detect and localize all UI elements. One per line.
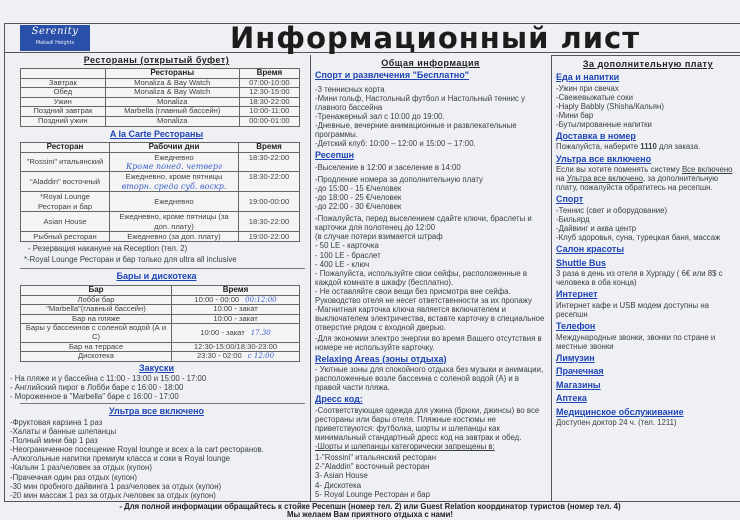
table-row xyxy=(21,79,299,88)
header-cell: Рабочии дни xyxy=(110,143,238,152)
table-row xyxy=(21,305,299,314)
footer-wish: Мы желаем Вам приятного отдыха с нами! xyxy=(286,510,454,519)
footer-contact: - Для полной информации обращайтесь к стойке Ресепшн (номер тел. 2) или Guest Relation координатор туристов (номер тел. 4) xyxy=(119,502,621,511)
reception-text: - Пожалуйста, используйте свои сейфы, расположенные в каждой комнате в шкафу (бесплатно). xyxy=(315,268,528,287)
ultra-title: Ультра все включено xyxy=(108,406,205,417)
cell: Бар на пляже xyxy=(21,315,171,324)
reception-text: -Магнитная карточка ключа является включателем и выключателем электричества, вставте карточку в специальное отверстие рядом с входной дверью. xyxy=(315,305,545,333)
cell: *Royal Lounge Ресторан и бар xyxy=(21,192,109,211)
handwritten-note: Кроме понед. четверг xyxy=(125,161,223,171)
royal-lounge-note: *-Royal Lounge Ресторан и бар только для ultra all inclusive xyxy=(24,255,237,265)
cell-text: 23:30 - 02:00 xyxy=(196,351,242,361)
reception-text: - 50 LE - карточка xyxy=(315,241,379,251)
ultra-item: -Полный мини бар 1 раз xyxy=(10,436,98,446)
table-row xyxy=(21,212,299,231)
food-item: -Свежевыжатые соки xyxy=(556,92,633,102)
reservation-note: - Резервация накануне на Reception (тел. 2) xyxy=(28,244,188,254)
cell: 18:30-22:00 xyxy=(239,153,299,172)
table-row xyxy=(21,324,299,341)
phone-text: Международные звонки, звонки по стране и местные звонки xyxy=(556,332,716,351)
ultra-item: -Халаты и банные шлепанцы xyxy=(10,427,117,437)
section-divider xyxy=(20,403,305,404)
pharmacy-title: Аптека xyxy=(556,393,587,404)
cell: Бары у бассеинов с соленой водой (А и С) xyxy=(21,324,171,341)
ultra-upgrade-text xyxy=(556,165,740,192)
cell-text: 10:00 - закат xyxy=(200,327,245,337)
paid-sport-item: -Дайвинг и аква центр xyxy=(556,224,637,234)
sport-item: -Тренажерный зал с 10:00 до 19:00. xyxy=(315,111,445,121)
cell: "Rossini" итальянский xyxy=(21,153,109,172)
alacarte-table xyxy=(20,142,300,242)
cell: Поздний завтрак xyxy=(21,107,105,116)
bars-title: Бары и дискотека xyxy=(116,271,197,282)
right-column xyxy=(551,55,740,502)
snacks-title: Закуски xyxy=(139,362,174,373)
beauty-salon-title: Салон красоты xyxy=(556,244,625,255)
text: , за дополнительную плату, пожалуйста обратитесь на ресепшн. xyxy=(556,174,719,193)
cell: Monaliza & Bay Watch xyxy=(106,88,239,97)
internet-title: Интернет xyxy=(556,289,598,300)
ultra-item: -Алкогольные напитки премиум класса и соки в Royal lounge xyxy=(10,454,230,464)
left-column xyxy=(8,55,305,500)
food-item: -Бутылированные напитки xyxy=(556,119,652,129)
text: Если вы хотите поменять систему xyxy=(556,165,682,175)
cell: Рыбный ресторан xyxy=(21,232,109,241)
cell xyxy=(172,324,299,341)
ultra-item: -Неограниченное посещение Royal lounge и всех a la cart ресторанов. xyxy=(10,445,264,455)
handwritten-note: 17.30 xyxy=(250,328,271,337)
cell: Monaliza & Bay Watch xyxy=(106,79,239,88)
table-row xyxy=(21,98,299,107)
header-cell: Время xyxy=(239,143,299,152)
buffet-table xyxy=(20,68,300,127)
reception-text: -до 15:00 - 15 €/человек xyxy=(315,183,402,193)
ultra-item: -Прачечная один раз отдых (купон) xyxy=(10,472,137,482)
paid-sport-item: -Бильярд xyxy=(556,214,590,224)
food-item: -Ужин при свечах xyxy=(556,83,619,93)
ultra-item: -30 мин пробного дайвинга 1 раз/человек за отдых (купон) xyxy=(10,481,222,491)
relax-title: Relaxing Areas (зоны отдыха) xyxy=(315,353,447,364)
room-service-number: 1110 xyxy=(640,142,657,152)
table-row xyxy=(21,192,299,211)
cell: 12:30-15:00 xyxy=(240,88,299,97)
banned-item: 1-"Rossini" итальянский ресторан xyxy=(315,453,437,463)
general-info-title: Общая информация xyxy=(381,58,480,68)
reception-text: (в случае потери взимается штраф xyxy=(315,232,443,242)
reception-text: - Не оставляйте свои вещи без присмотра вне сейфа. Руководство отеля не несет ответственности за их пропажу xyxy=(315,286,532,305)
cell-text: 10:00 - 00:00 xyxy=(194,294,240,304)
reception-text: -Для экономии электро энергии во время Вашего отсутствия в номере не используйте карточку. xyxy=(315,334,542,353)
bars-table xyxy=(20,285,300,362)
ultra-upgrade-title: Ультра все включено xyxy=(556,153,652,164)
cell: Monaliza xyxy=(106,98,239,107)
section-divider xyxy=(20,268,305,269)
reception-text: -до 22:00 - 30 €/человек xyxy=(315,202,402,212)
cell: Обед xyxy=(21,88,105,97)
text: на xyxy=(556,174,567,184)
logo-name: Serenity xyxy=(31,26,79,37)
paid-sport-title: Спорт xyxy=(556,194,584,205)
table-row xyxy=(21,88,299,97)
cell: 10:00-11:00 xyxy=(240,107,299,116)
sport-item: -Дневные, вечерние анимационные и развлекательные программы. xyxy=(315,120,517,139)
reception-text: -до 18:00 - 25 €/человек xyxy=(315,192,402,202)
cell: 10:00 - закат xyxy=(172,315,299,324)
table-row xyxy=(21,343,299,352)
food-item: -Мини бар xyxy=(556,110,594,120)
cell: 18:30-22:00 xyxy=(239,172,299,191)
paid-sport-item: -Теннис (свет и оборудование) xyxy=(556,205,668,215)
cell: 18:30-22:00 xyxy=(239,212,299,231)
laundry-title: Прачечная xyxy=(556,366,604,377)
snack-item: - Мороженное в "Marbella" баре с 16:00 - 17:00 xyxy=(10,392,179,402)
table-row xyxy=(21,232,299,241)
cell: "Aladdin" восточный xyxy=(21,172,109,191)
shuttle-title: Shuttle Bus xyxy=(556,257,607,268)
banned-item: 5- Royal Lounge Ресторан и бар xyxy=(315,489,430,499)
cell: 10:00 - закат xyxy=(172,305,299,314)
reception-text: - 100 LE - браслет xyxy=(315,250,381,260)
cell: Ужин xyxy=(21,98,105,107)
reception-text: - 400 LE - ключ xyxy=(315,259,370,269)
reception-text: -Пожалуйста, перед выселением сдайте ключи, браслеты и карточки для полотенец до 12:00 xyxy=(315,214,532,233)
buffet-title: Рестораны (открытый буфет) xyxy=(83,55,230,65)
text: Все включено xyxy=(681,165,733,175)
header-cell: Ресторан xyxy=(21,143,109,152)
paid-services-title: За дополнительную плату xyxy=(582,59,714,69)
reception-text: -Выселение в 12:00 и заселение в 14:00 xyxy=(315,162,461,172)
middle-column xyxy=(310,55,546,502)
ultra-item: -Фруктовая карзина 1 раз xyxy=(10,417,103,427)
header-cell: Время xyxy=(172,286,299,295)
cell: Ежедневно, кроме пятницы (за доп. плату) xyxy=(110,212,238,231)
sport-title: Спорт и развлечения "Бесплатно" xyxy=(315,70,469,80)
cell: "Marbella"(главный бассейн) xyxy=(21,305,171,314)
logo-subtitle: Makadi Heights xyxy=(35,40,75,46)
room-delivery-text xyxy=(556,142,740,151)
cell xyxy=(172,352,299,361)
header-cell: Бар xyxy=(21,286,171,295)
snack-item: - На пляже и у бассейна с 11:00 - 13:00 и 15:00 - 17:00 xyxy=(10,374,207,384)
table-row xyxy=(21,172,299,191)
table-row xyxy=(21,153,299,172)
cell: Лобби бар xyxy=(21,296,171,305)
cell-text: Ежедневно, кроме пятницы xyxy=(125,172,223,182)
room-delivery-title: Доставка в номер xyxy=(556,130,636,141)
cell xyxy=(172,296,299,305)
text: Ультра все включено xyxy=(566,174,644,184)
table-row xyxy=(21,315,299,324)
text: Пожалуйста, наберите xyxy=(556,142,641,152)
reception-title: Ресепшн xyxy=(315,150,355,161)
header-cell: Рестораны xyxy=(106,69,239,78)
cell: 18:30-22:00 xyxy=(240,98,299,107)
phone-title: Телефон xyxy=(556,321,596,332)
handwritten-note: 00:12:00 xyxy=(245,295,277,304)
relax-text: - Уютные зоны для спокойного отдыха без музыки и анимации, расположенные возле бассеина с соленой водой (А) и в правой части пляжа. xyxy=(315,365,544,393)
handwritten-note: с 12:00 xyxy=(247,352,275,361)
cell: Поздний ужин xyxy=(21,117,105,126)
page-title: Информационный лист xyxy=(230,21,641,55)
internet-text: Интернет кафе и USB модем доступны на ресепшн xyxy=(556,300,709,319)
cell: Завтрак xyxy=(21,79,105,88)
hotel-logo xyxy=(20,25,90,51)
cell: 19:00-22:00 xyxy=(239,232,299,241)
banned-item: 2-"Aladdin" восточный ресторан xyxy=(315,462,430,472)
medical-text: Доступен доктор 24 ч. (тел. 1211) xyxy=(556,418,677,428)
ultra-item: -Кальян 1 раз/человек за отдых (купон) xyxy=(10,463,152,473)
cell: Monaliza xyxy=(106,117,239,126)
food-title: Еда и напитки xyxy=(556,72,620,82)
table-row xyxy=(21,117,299,126)
cell xyxy=(110,153,238,172)
header-cell: Время xyxy=(240,69,299,78)
cell xyxy=(110,172,238,191)
cell: 19:00-00:00 xyxy=(239,192,299,211)
table-row xyxy=(21,296,299,305)
dress-code-text: -Соответствующая одежда для ужина (брюки, джинсы) во все рестораны или бары отеля. Пляжные костюмы не приветствуются: футболка, шорты и шлепанцы как минимальный стандартный дресс код на завтрак и обед. xyxy=(315,405,540,443)
cell: Asian House xyxy=(21,212,109,231)
cell: Дискотека xyxy=(21,352,171,361)
cell-text: Ежедневно xyxy=(154,152,194,162)
table-row xyxy=(21,107,299,116)
cell: Бар на террасе xyxy=(21,343,171,352)
banned-item: 4- Дискотека xyxy=(315,480,362,490)
ultra-item: -20 мин массаж 1 раз за отдых /человек за отдых (купон) xyxy=(10,490,216,500)
cell: 07:00-10:00 xyxy=(240,79,299,88)
paid-sport-item: -Клуб здоровья, суна, турецкая баня, массаж xyxy=(556,233,721,243)
cell: 00:00-01:00 xyxy=(240,117,299,126)
dress-code-banned: -Шорты и шлепанцы категорически запрещены в: xyxy=(315,442,495,452)
shuttle-text: 3 раза в день из отеля в Хургаду ( 6€ или 8$ с человека в оба конца) xyxy=(556,269,723,288)
medical-title: Медицинское обслуживание xyxy=(556,406,684,417)
banned-item: 3- Asian House xyxy=(315,471,368,481)
sport-item: -3 теннисных корта xyxy=(315,84,385,94)
handwritten-note: вторн. среда суб. воскр. xyxy=(121,181,227,191)
header-cell xyxy=(21,69,105,78)
dress-code-title: Дресс код: xyxy=(315,394,363,405)
shops-title: Магазины xyxy=(556,379,601,390)
sport-item: -Детский клуб: 10:00 – 12:00 и 15:00 – 17:00. xyxy=(315,139,476,149)
snack-item: - Английский пирог в Лобби баре с 16:00 - 18:00 xyxy=(10,383,184,393)
cell: Marbella (главный бассейн) xyxy=(106,107,239,116)
reception-text: -Продление номера за дополнительную плату xyxy=(315,174,483,184)
alacarte-title: A la Carte Рестораны xyxy=(109,128,204,139)
sport-item: -Мини гольф, Настольный футбол и Настольный теннис у главного бассейна xyxy=(315,93,525,112)
cell: Ежедневно (за доп. плату) xyxy=(110,232,238,241)
limousine-title: Лимузин xyxy=(556,352,595,363)
food-item: -Haply Babbly (Shisha/Кальян) xyxy=(556,101,664,111)
cell: 12:30-15:00/18:30-23:00 xyxy=(172,343,299,352)
cell: Ежедневно xyxy=(110,192,238,211)
table-row xyxy=(21,352,299,361)
text: для заказа. xyxy=(656,142,701,152)
